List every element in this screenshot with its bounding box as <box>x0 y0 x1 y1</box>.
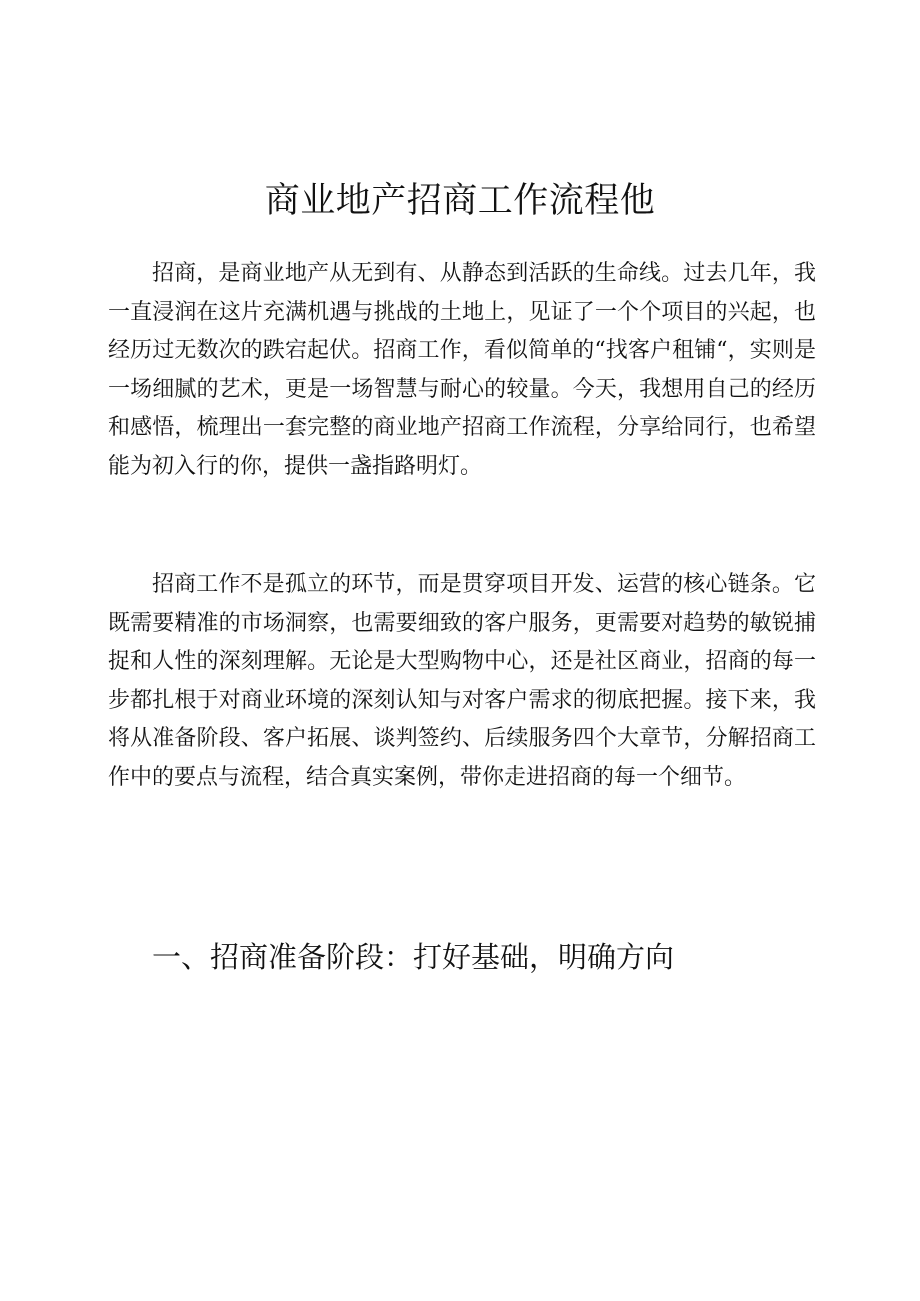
body-paragraph-1: 招商，是商业地产从无到有、从静态到活跃的生命线。过去几年，我一直浸润在这片充满机遇与挑战的土地上，见证了一个个项目的兴起，也经历过无数次的跌宕起伏。招商工作，看似简单的“找客户租铺“，实则是一场细腻的艺术，更是一场智慧与耐心的较量。今天，我想用自己的经历和感悟，梳理出一套完整的商业地产招商工作流程，分享给同行，也希望能为初入行的你，提供一盏指路明灯。 <box>108 261 816 479</box>
section-heading: 一、招商准备阶段：打好基础，明确方向 <box>152 940 675 974</box>
body-paragraph-2: 招商工作不是孤立的环节，而是贯穿项目开发、运营的核心链条。它既需要精准的市场洞察，也需要细致的客户服务，更需要对趋势的敏锐捕捉和人性的深刻理解。无论是大型购物中心，还是社区商业，招商的每一步都扎根于对商业环境的深刻认知与对客户需求的彻底把握。接下来，我将从准备阶段、客户拓展、谈判签约、后续服务四个大章节，分解招商工作中的要点与流程，结合真实案例，带你走进招商的每一个细节。 <box>108 572 816 790</box>
document-title: 商业地产招商工作流程他 <box>264 181 656 221</box>
